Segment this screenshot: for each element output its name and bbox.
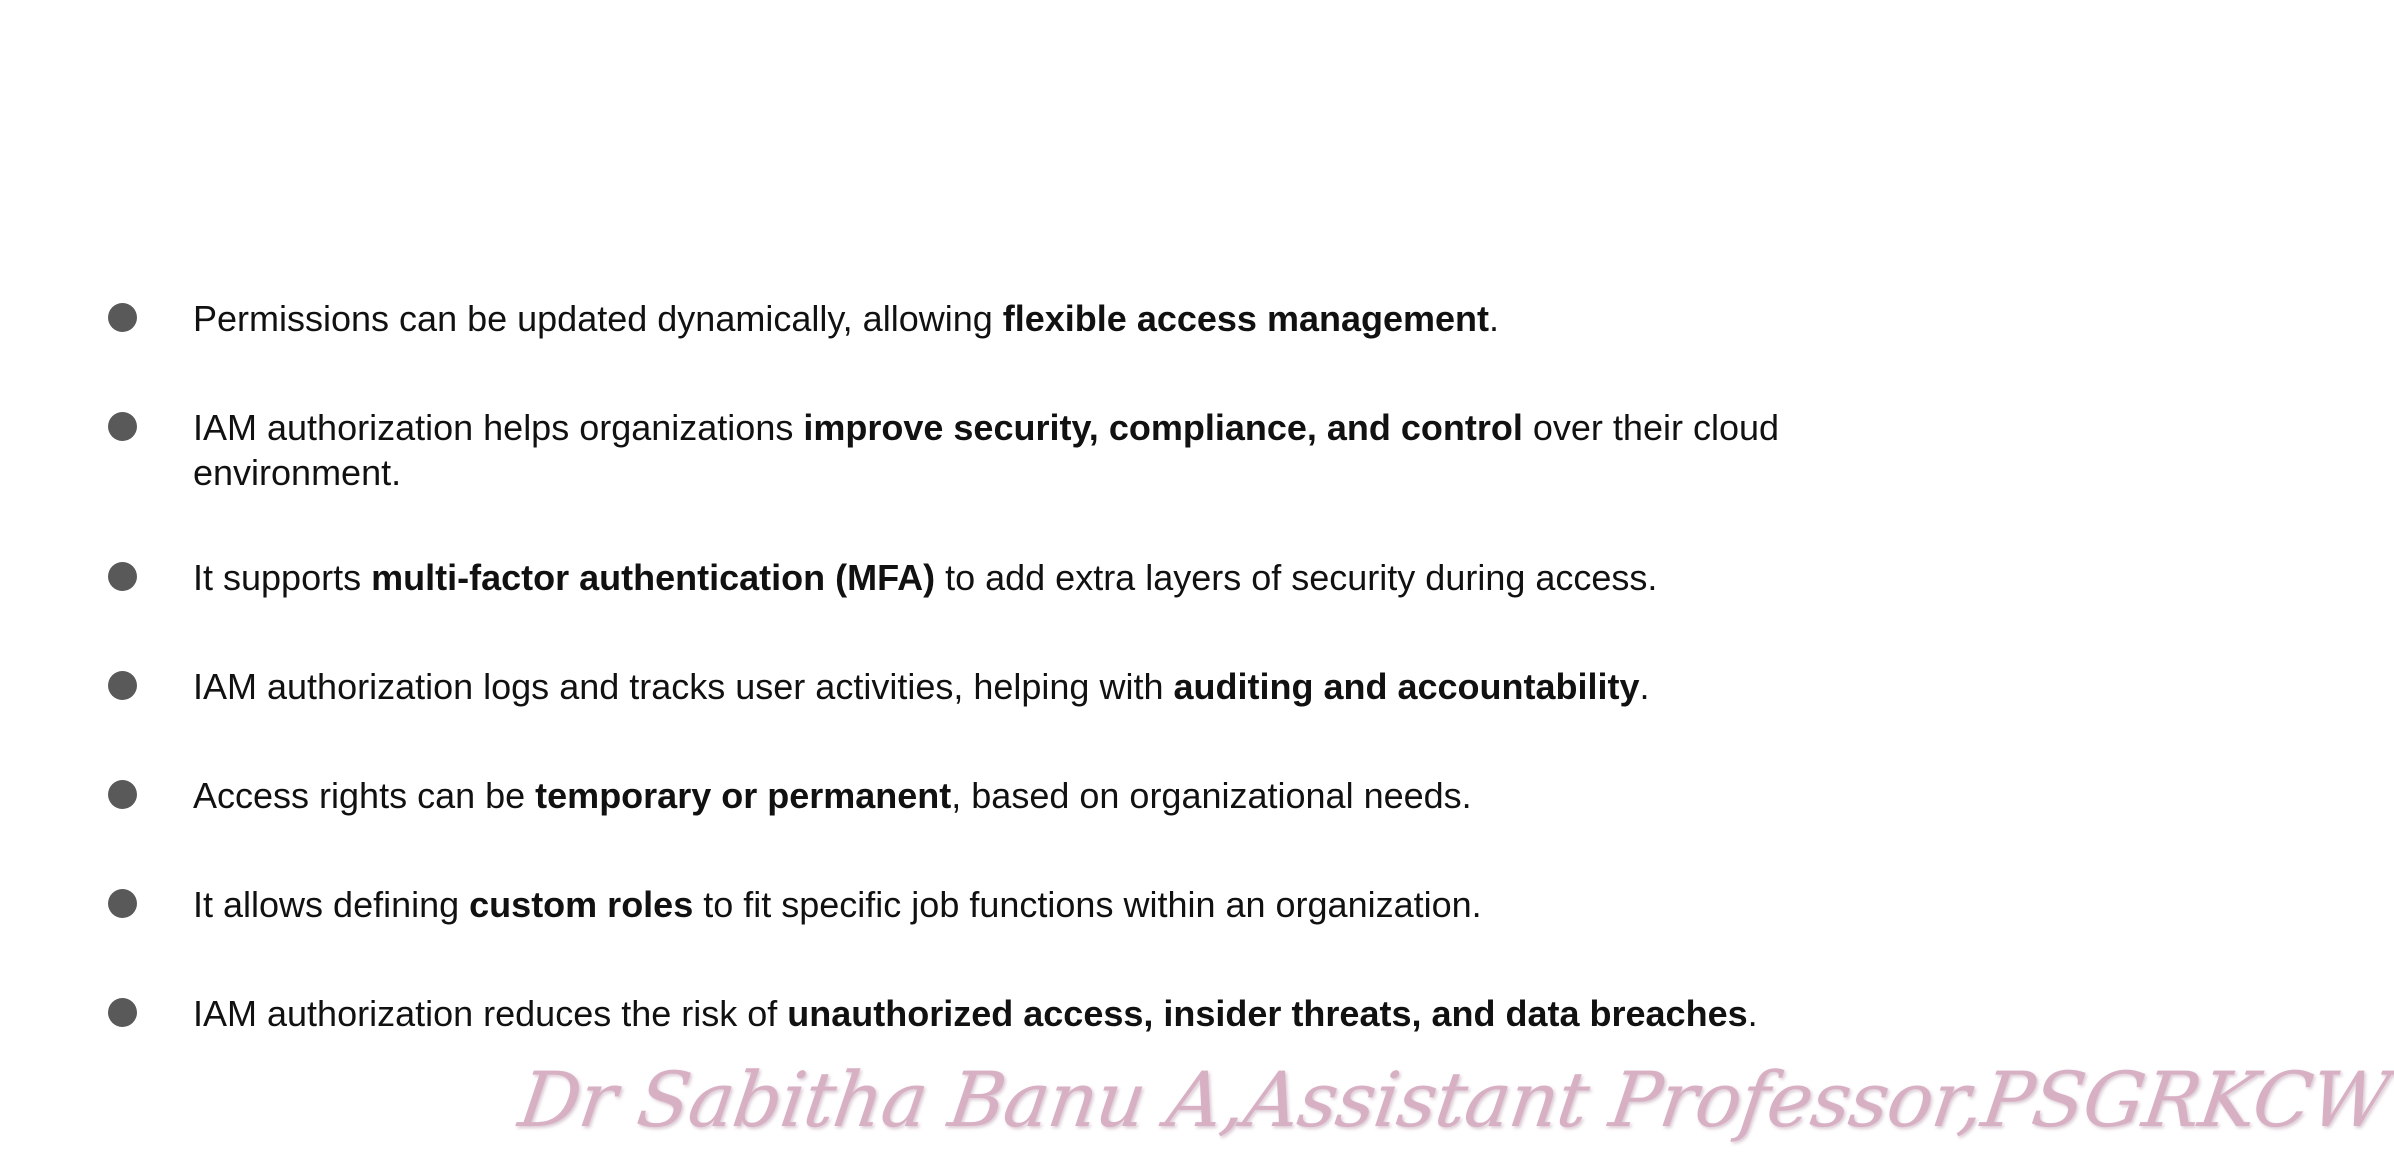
bullet-text-part: to add extra layers of security during access.: [935, 557, 1658, 598]
bullet-bold-text: multi-factor authentication (MFA): [371, 557, 936, 598]
bullet-text: [193, 407, 1779, 493]
bullet-icon: [108, 998, 137, 1027]
bullet-text: [193, 884, 1482, 925]
bullet-item: [108, 882, 1928, 927]
watermark-signature: Dr Sabitha Banu A,Assistant Professor,PSGRKCW: [513, 1055, 2394, 1144]
bullet-text-part: IAM authorization helps organizations: [193, 407, 804, 448]
bullet-text: [193, 298, 1499, 339]
bullet-text-part: It allows defining: [193, 884, 470, 925]
bullet-item: [108, 664, 1928, 709]
bullet-text-part: Permissions can be updated dynamically, allowing: [193, 298, 1003, 339]
bullet-text-part: .: [1639, 666, 1650, 707]
bullet-icon: [108, 671, 137, 700]
bullet-text: [193, 993, 1758, 1034]
bullet-bold-text: auditing and accountability: [1173, 666, 1640, 707]
bullet-item: [108, 991, 1928, 1036]
bullet-text-part: .: [1489, 298, 1500, 339]
bullet-item: [108, 296, 1928, 341]
bullet-bold-text: unauthorized access, insider threats, and data breaches: [787, 993, 1748, 1034]
bullet-item: [108, 405, 1928, 495]
bullet-text: [193, 775, 1472, 816]
bullet-bold-text: temporary or permanent: [535, 775, 952, 816]
bullet-list: [108, 296, 1928, 1100]
bullet-bold-text: custom roles: [469, 884, 694, 925]
bullet-bold-text: flexible access management: [1002, 298, 1490, 339]
bullet-icon: [108, 889, 137, 918]
bullet-text-part: to fit specific job functions within an organization.: [693, 884, 1482, 925]
bullet-text-part: over their cloud environment.: [193, 407, 1780, 493]
bullet-text-part: It supports: [193, 557, 372, 598]
bullet-icon: [108, 562, 137, 591]
bullet-text-part: IAM authorization reduces the risk of: [193, 993, 788, 1034]
bullet-text-part: , based on organizational needs.: [951, 775, 1472, 816]
bullet-text: [193, 557, 1657, 598]
bullet-text: [193, 666, 1650, 707]
bullet-icon: [108, 412, 137, 441]
bullet-text-part: IAM authorization logs and tracks user activities, helping with: [193, 666, 1174, 707]
bullet-icon: [108, 780, 137, 809]
bullet-bold-text: improve security, compliance, and control: [803, 407, 1523, 448]
bullet-text-part: Access rights can be: [193, 775, 536, 816]
bullet-icon: [108, 303, 137, 332]
bullet-item: [108, 555, 1928, 600]
bullet-text-part: .: [1747, 993, 1758, 1034]
bullet-item: [108, 773, 1928, 818]
